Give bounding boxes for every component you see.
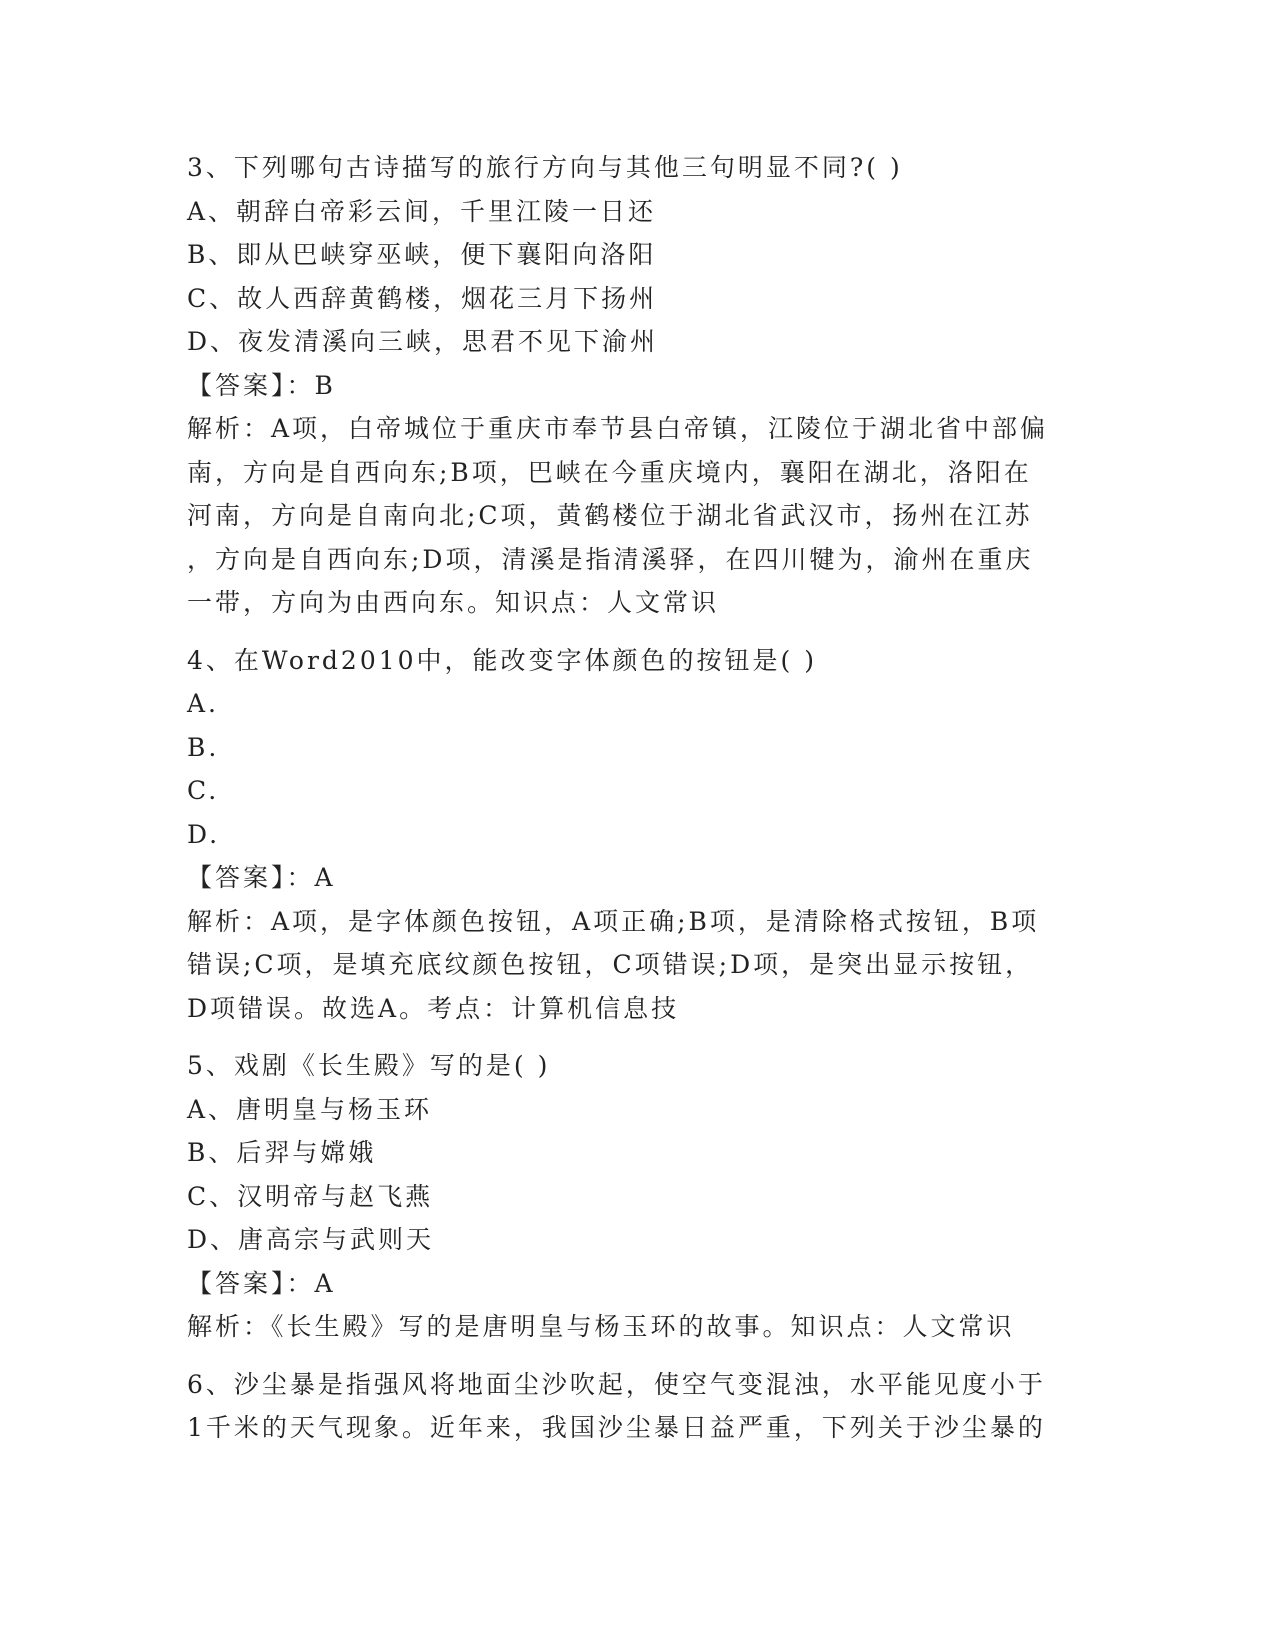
- analysis-line: 一带，方向为由西向东。知识点：人文常识: [187, 588, 720, 617]
- option-b: B、即从巴峡穿巫峡，便下襄阳向洛阳: [187, 240, 657, 269]
- question-stem-line: 6、沙尘暴是指强风将地面尘沙吹起，使空气变混浊，水平能见度小于: [187, 1369, 1046, 1399]
- analysis-line: ，方向是自西向东;D项，清溪是指清溪驿，在四川犍为，渝州在重庆: [187, 544, 1034, 574]
- option-c: C、汉明帝与赵飞燕: [187, 1181, 434, 1211]
- question-4: [187, 639, 1087, 1031]
- analysis-line: 南，方向是自西向东;B项，巴峡在今重庆境内，襄阳在湖北，洛阳在: [187, 457, 1032, 487]
- question-stem: 3、下列哪句古诗描写的旅行方向与其他三句明显不同?( ): [187, 153, 903, 182]
- question-stem-line: 1千米的天气现象。近年来，我国沙尘暴日益严重，下列关于沙尘暴的: [187, 1413, 1046, 1442]
- option-d: D、夜发清溪向三峡，思君不见下渝州: [187, 327, 659, 356]
- option-a: A.: [187, 689, 220, 718]
- analysis-line: 解析：《长生殿》写的是唐明皇与杨玉环的故事。知识点：人文常识: [187, 1312, 1015, 1341]
- option-a: A、朝辞白帝彩云间，千里江陵一日还: [187, 196, 657, 226]
- question-5: [187, 1044, 1087, 1349]
- option-c: C.: [187, 776, 220, 805]
- analysis-line: 解析：A项，是字体颜色按钮，A项正确;B项，是清除格式按钮，B项: [187, 906, 1040, 936]
- question-3: [187, 146, 1087, 625]
- analysis-line: 解析：A项，白帝城位于重庆市奉节县白帝镇，江陵位于湖北省中部偏: [187, 414, 1049, 443]
- option-d: D.: [187, 819, 221, 849]
- analysis-line: D项错误。故选A。考点：计算机信息技: [187, 993, 680, 1023]
- analysis-line: 河南，方向是自南向北;C项，黄鹤楼位于湖北省武汉市，扬州在江苏: [187, 501, 1033, 530]
- answer: 【答案】：B: [187, 370, 336, 400]
- option-b: B、后羿与嫦娥: [187, 1138, 377, 1167]
- answer: 【答案】：A: [187, 1268, 336, 1298]
- document-page: [187, 146, 1087, 1450]
- question-6: [187, 1363, 1087, 1450]
- option-c: C、故人西辞黄鹤楼，烟花三月下扬州: [187, 283, 658, 313]
- option-b: B.: [187, 732, 220, 762]
- question-stem: 4、在Word2010中，能改变字体颜色的按钮是( ): [187, 645, 817, 675]
- question-stem: 5、戏剧《长生殿》写的是( ): [187, 1051, 551, 1080]
- option-d: D、唐高宗与武则天: [187, 1225, 435, 1254]
- option-a: A、唐明皇与杨玉环: [187, 1094, 433, 1124]
- answer: 【答案】：A: [187, 863, 336, 892]
- analysis-line: 错误;C项，是填充底纹颜色按钮，C项错误;D项，是突出显示按钮，: [187, 950, 1034, 979]
